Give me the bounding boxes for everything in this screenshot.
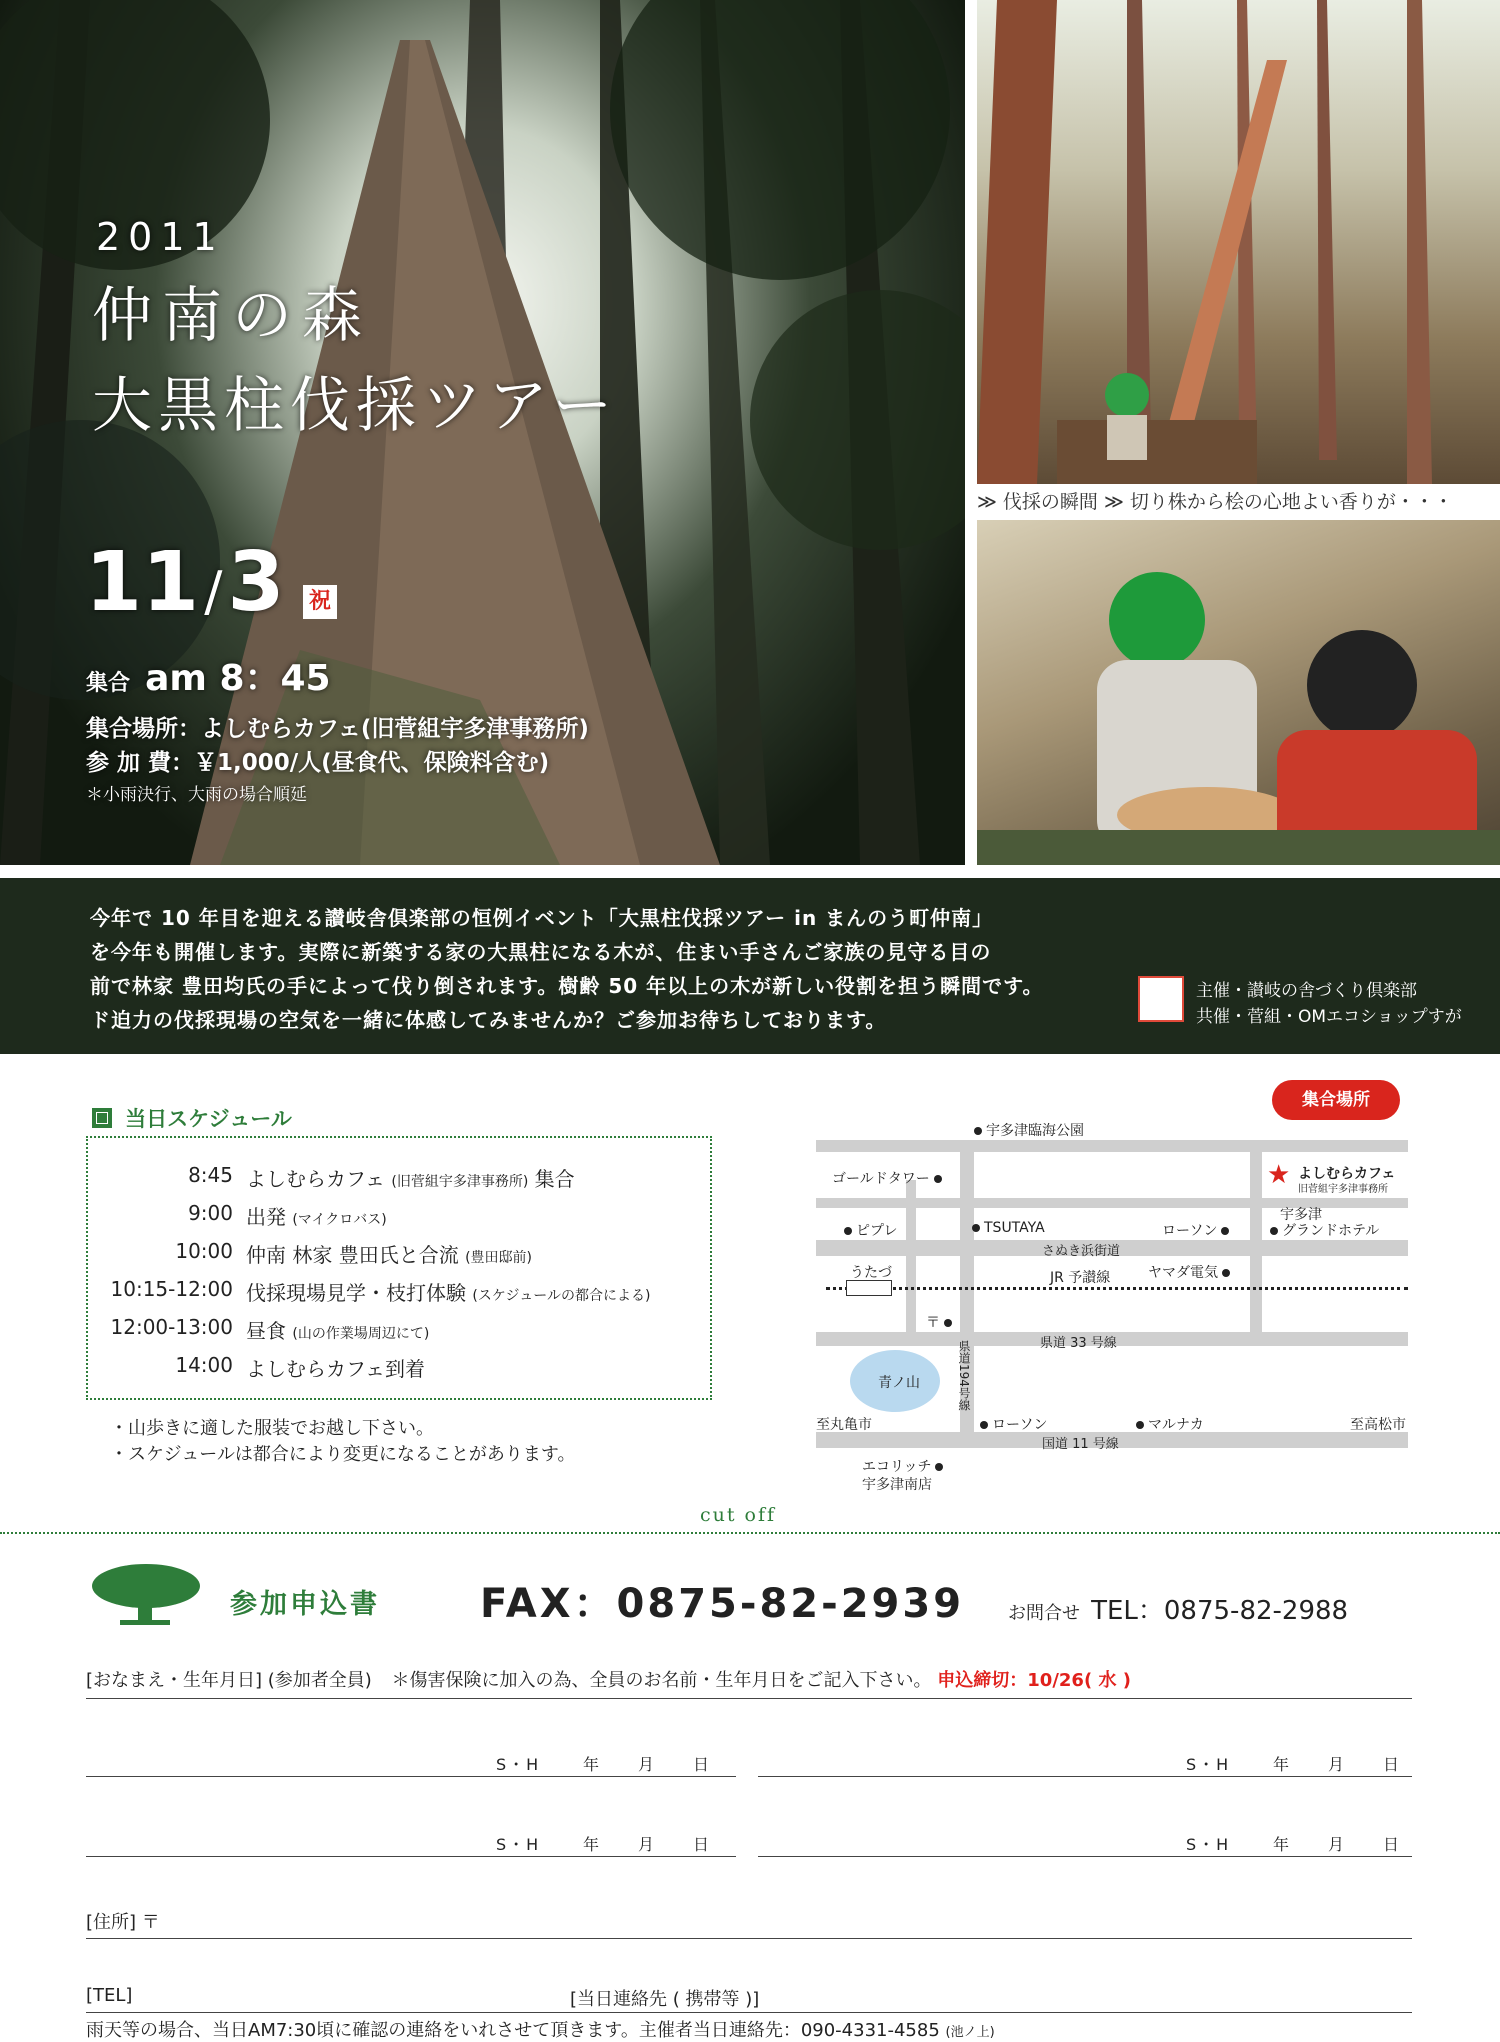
- schedule-time: 10:00: [175, 1239, 233, 1263]
- birthdate-year: 年: [1273, 1755, 1292, 1774]
- meet-time: [86, 650, 331, 701]
- map-hotel2: [1266, 1220, 1379, 1240]
- name-entry-line[interactable]: [758, 1856, 1412, 1857]
- hero-title-line1: 仲南の森: [92, 281, 372, 351]
- hero-title-line2: 大黒柱伐採ツアー: [92, 371, 619, 441]
- road-right: [1250, 1140, 1262, 1340]
- birthdate-year: 年: [583, 1835, 602, 1854]
- schedule-desc: [246, 1163, 575, 1192]
- stump-photo: [977, 520, 1500, 865]
- schedule-desc-text: 仲南 林家 豊田氏と合流: [246, 1243, 459, 1267]
- name-entry-line[interactable]: [758, 1776, 1412, 1777]
- map-hotel2-label: グランドホテル: [1282, 1223, 1380, 1239]
- schedule-time: 9:00: [188, 1201, 233, 1225]
- schedule-desc-text: 出発: [246, 1205, 286, 1229]
- tree-icon: [90, 1562, 202, 1630]
- birthdate-year: 年: [1273, 1835, 1292, 1854]
- map-national11: 国道 11 号線: [1042, 1437, 1119, 1452]
- schedule-desc-text: よしむらカフェ到着: [246, 1357, 425, 1381]
- name-label-text: [おなまえ・生年月日] (参加者全員): [86, 1670, 372, 1691]
- intro-banner: [0, 878, 1500, 1054]
- map-ecorich1: [862, 1456, 947, 1476]
- birthdate-month: 月: [1328, 1835, 1347, 1854]
- schedule-desc: [246, 1353, 425, 1382]
- date-day: 3: [227, 535, 285, 630]
- map-lawson1-label: ローソン: [1162, 1223, 1218, 1239]
- footer-note: [86, 2016, 995, 2042]
- hero-photo: [0, 0, 965, 865]
- aonoyama-label: 青ノ山: [878, 1375, 920, 1391]
- schedule-desc-text: 伐採現場見学・枝打体験: [246, 1281, 466, 1305]
- schedule-desc: [246, 1239, 532, 1268]
- schedule-desc: [246, 1201, 387, 1230]
- map-piple: [840, 1220, 897, 1240]
- cutoff-label: cut off: [700, 1504, 777, 1526]
- cafe-name: よしむらカフェ: [1298, 1166, 1396, 1182]
- holiday-badge: 祝: [303, 585, 337, 619]
- meet-time-value: am 8：45: [145, 658, 331, 699]
- map-goldtower: [832, 1168, 946, 1188]
- schedule-time: 8:45: [188, 1163, 233, 1187]
- contact-field-label: [当日連絡先 ( 携帯等 )]: [570, 1989, 760, 2010]
- meeting-place: 集合場所：よしむらカフェ(旧菅組宇多津事務所): [86, 716, 589, 742]
- deadline-text: 申込締切：10/26( 水 ): [937, 1670, 1131, 1691]
- form-title: 参加申込書: [230, 1589, 380, 1620]
- birthdate-year: 年: [583, 1755, 602, 1774]
- inquiry-tel: TEL：0875-82-2988: [1091, 1596, 1349, 1626]
- map-post: [926, 1312, 956, 1332]
- participation-fee: 参 加 費：￥1,000/人(昼食代、保険料含む): [86, 750, 550, 776]
- schedule-note-1: ・山歩きに適した服装でお越し下さい。: [110, 1418, 434, 1439]
- birthdate-era: S・H: [496, 1755, 541, 1774]
- fax-number: FAX：0875-82-2939: [480, 1581, 965, 1627]
- schedule-desc-note: (豊田邸前): [465, 1250, 533, 1266]
- map-ecorich1-label: エコリッチ: [862, 1459, 932, 1475]
- birthdate-day: 日: [693, 1755, 712, 1774]
- date-month: 11: [85, 535, 200, 630]
- schedule-time: 14:00: [175, 1353, 233, 1377]
- sponsor-co: 共催・菅組・OMエコショップすが: [1196, 1007, 1462, 1027]
- name-note-text: ＊傷害保険に加入の為、全員のお名前・生年月日をご記入下さい。: [391, 1670, 932, 1691]
- birthdate-era: S・H: [496, 1835, 541, 1854]
- map-tsutaya-label: TSUTAYA: [984, 1220, 1045, 1236]
- felling-illustration: [977, 0, 1500, 484]
- address-label: [住所] 〒: [86, 1912, 160, 1933]
- tel-field-label: [TEL]: [86, 1985, 133, 2006]
- inquiry-label: お問合せ: [1008, 1603, 1080, 1624]
- map-marunaka: [1132, 1414, 1204, 1434]
- road-top: [816, 1140, 1408, 1152]
- map-park: [970, 1120, 1084, 1140]
- schedule-title: 当日スケジュール: [125, 1107, 292, 1131]
- schedule-desc-note: (旧菅組宇多津事務所): [391, 1174, 529, 1190]
- map-ecorich2: 宇多津南店: [862, 1477, 932, 1493]
- birthdate-day: 日: [1383, 1835, 1402, 1854]
- birthdate-month: 月: [638, 1755, 657, 1774]
- map-lawson1: [1162, 1220, 1233, 1240]
- birthdate-month: 月: [638, 1835, 657, 1854]
- map-sanuki-road: さぬき浜街道: [1042, 1244, 1121, 1259]
- sponsor-main: 主催・讃岐の舎づくり倶楽部: [1196, 981, 1417, 1001]
- club-seal-icon: [1138, 976, 1184, 1022]
- map-yamada: [1148, 1262, 1234, 1282]
- schedule-desc: [246, 1277, 650, 1306]
- date-slash: /: [204, 560, 223, 623]
- meet-label: 集合: [86, 671, 131, 696]
- schedule-heading: [92, 1103, 292, 1133]
- map-marugame: 至丸亀市: [816, 1417, 872, 1433]
- birthdate-day: 日: [693, 1835, 712, 1854]
- footer-note-small: (池ノ上): [945, 2025, 995, 2040]
- schedule-time: 12:00-13:00: [110, 1315, 233, 1339]
- hero-year: 2011: [96, 215, 225, 259]
- rain-note: ＊小雨決行、大雨の場合順延: [86, 785, 307, 805]
- meeting-point-badge: 集合場所: [1272, 1080, 1400, 1120]
- cutoff-line: [0, 1532, 1500, 1534]
- birthdate-era: S・H: [1186, 1755, 1231, 1774]
- map-utazu: うたづ: [850, 1265, 892, 1281]
- footer-note-main: 雨天等の場合、当日AM7:30頃に確認の連絡をいれさせて頂きます。主催者当日連絡先：090-4331-4585: [86, 2020, 940, 2041]
- map-tsutaya: [968, 1220, 1045, 1236]
- map-piple-label: ピプレ: [856, 1223, 898, 1239]
- name-field-label: [86, 1666, 1131, 1692]
- inquiry: [1008, 1590, 1348, 1627]
- map-park-label: 宇多津臨海公園: [986, 1123, 1084, 1139]
- map-takamatsu: 至高松市: [1350, 1417, 1406, 1433]
- star-icon: ★: [1267, 1160, 1291, 1190]
- map-jr: JR 予讃線: [1050, 1270, 1111, 1286]
- schedule-desc-note: (山の作業場周辺にて): [292, 1326, 430, 1342]
- map-lawson2: [976, 1414, 1047, 1434]
- schedule-desc-note: (マイクロバス): [292, 1212, 387, 1228]
- map-pref33: 県道 33 号線: [1040, 1336, 1117, 1351]
- photo-caption: ≫ 伐採の瞬間 ≫ 切り株から桧の心地よい香りが・・・: [977, 491, 1453, 513]
- event-date: [85, 535, 285, 630]
- schedule-time: 10:15-12:00: [110, 1277, 233, 1301]
- map-goldtower-label: ゴールドタワー: [832, 1171, 930, 1187]
- birthdate-era: S・H: [1186, 1835, 1231, 1854]
- name-entry-line[interactable]: [86, 1856, 736, 1857]
- intro-line-1: 今年で 10 年目を迎える讃岐舎倶楽部の恒例イベント「大黒柱伐採ツアー in まんのう町仲南」: [90, 906, 994, 930]
- intro-line-2: を今年も開催します。実際に新築する家の大黒柱になる木が、住まい手さんご家族の見守る目の: [90, 940, 992, 964]
- map-lawson2-label: ローソン: [992, 1417, 1048, 1433]
- map-marunaka-label: マルナカ: [1148, 1417, 1204, 1433]
- name-entry-line[interactable]: [86, 1776, 736, 1777]
- schedule-note-2: ・スケジュールは都合により変更になることがあります。: [110, 1444, 576, 1465]
- address-line[interactable]: [86, 1938, 1412, 1939]
- intro-line-3: 前で林家 豊田均氏の手によって伐り倒されます。樹齢 50 年以上の木が新しい役割を担う瞬間です。: [90, 974, 1044, 998]
- schedule-desc-text: よしむらカフェ: [246, 1167, 385, 1191]
- schedule-desc-tail: 集合: [534, 1167, 575, 1191]
- form-line: [86, 1698, 1412, 1699]
- cafe-sub: 旧菅組宇多津事務所: [1298, 1184, 1388, 1195]
- birthdate-month: 月: [1328, 1755, 1347, 1774]
- birthdate-day: 日: [1383, 1755, 1402, 1774]
- grid-bullet-icon: [92, 1108, 112, 1128]
- map-pref194: 県道194号線: [957, 1340, 971, 1411]
- schedule-desc-text: 昼食: [246, 1319, 286, 1343]
- stump-illustration: [977, 520, 1500, 865]
- intro-line-4: ド迫力の伐採現場の空気を一緒に体感してみませんか？ご参加お待ちしております。: [90, 1008, 887, 1032]
- schedule-desc: [246, 1315, 429, 1344]
- map-hotel1: 宇多津: [1280, 1207, 1322, 1223]
- road-jct: [906, 1180, 916, 1340]
- map-yamada-label: ヤマダ電気: [1148, 1265, 1218, 1281]
- railway-line: [826, 1287, 1408, 1290]
- felling-photo: [977, 0, 1500, 484]
- schedule-desc-note: (スケジュールの都合による): [472, 1288, 651, 1304]
- map-post-label: 〒: [926, 1315, 940, 1331]
- access-map: [810, 1080, 1420, 1500]
- tel-line[interactable]: [86, 2012, 1412, 2013]
- utazu-station: [846, 1280, 892, 1296]
